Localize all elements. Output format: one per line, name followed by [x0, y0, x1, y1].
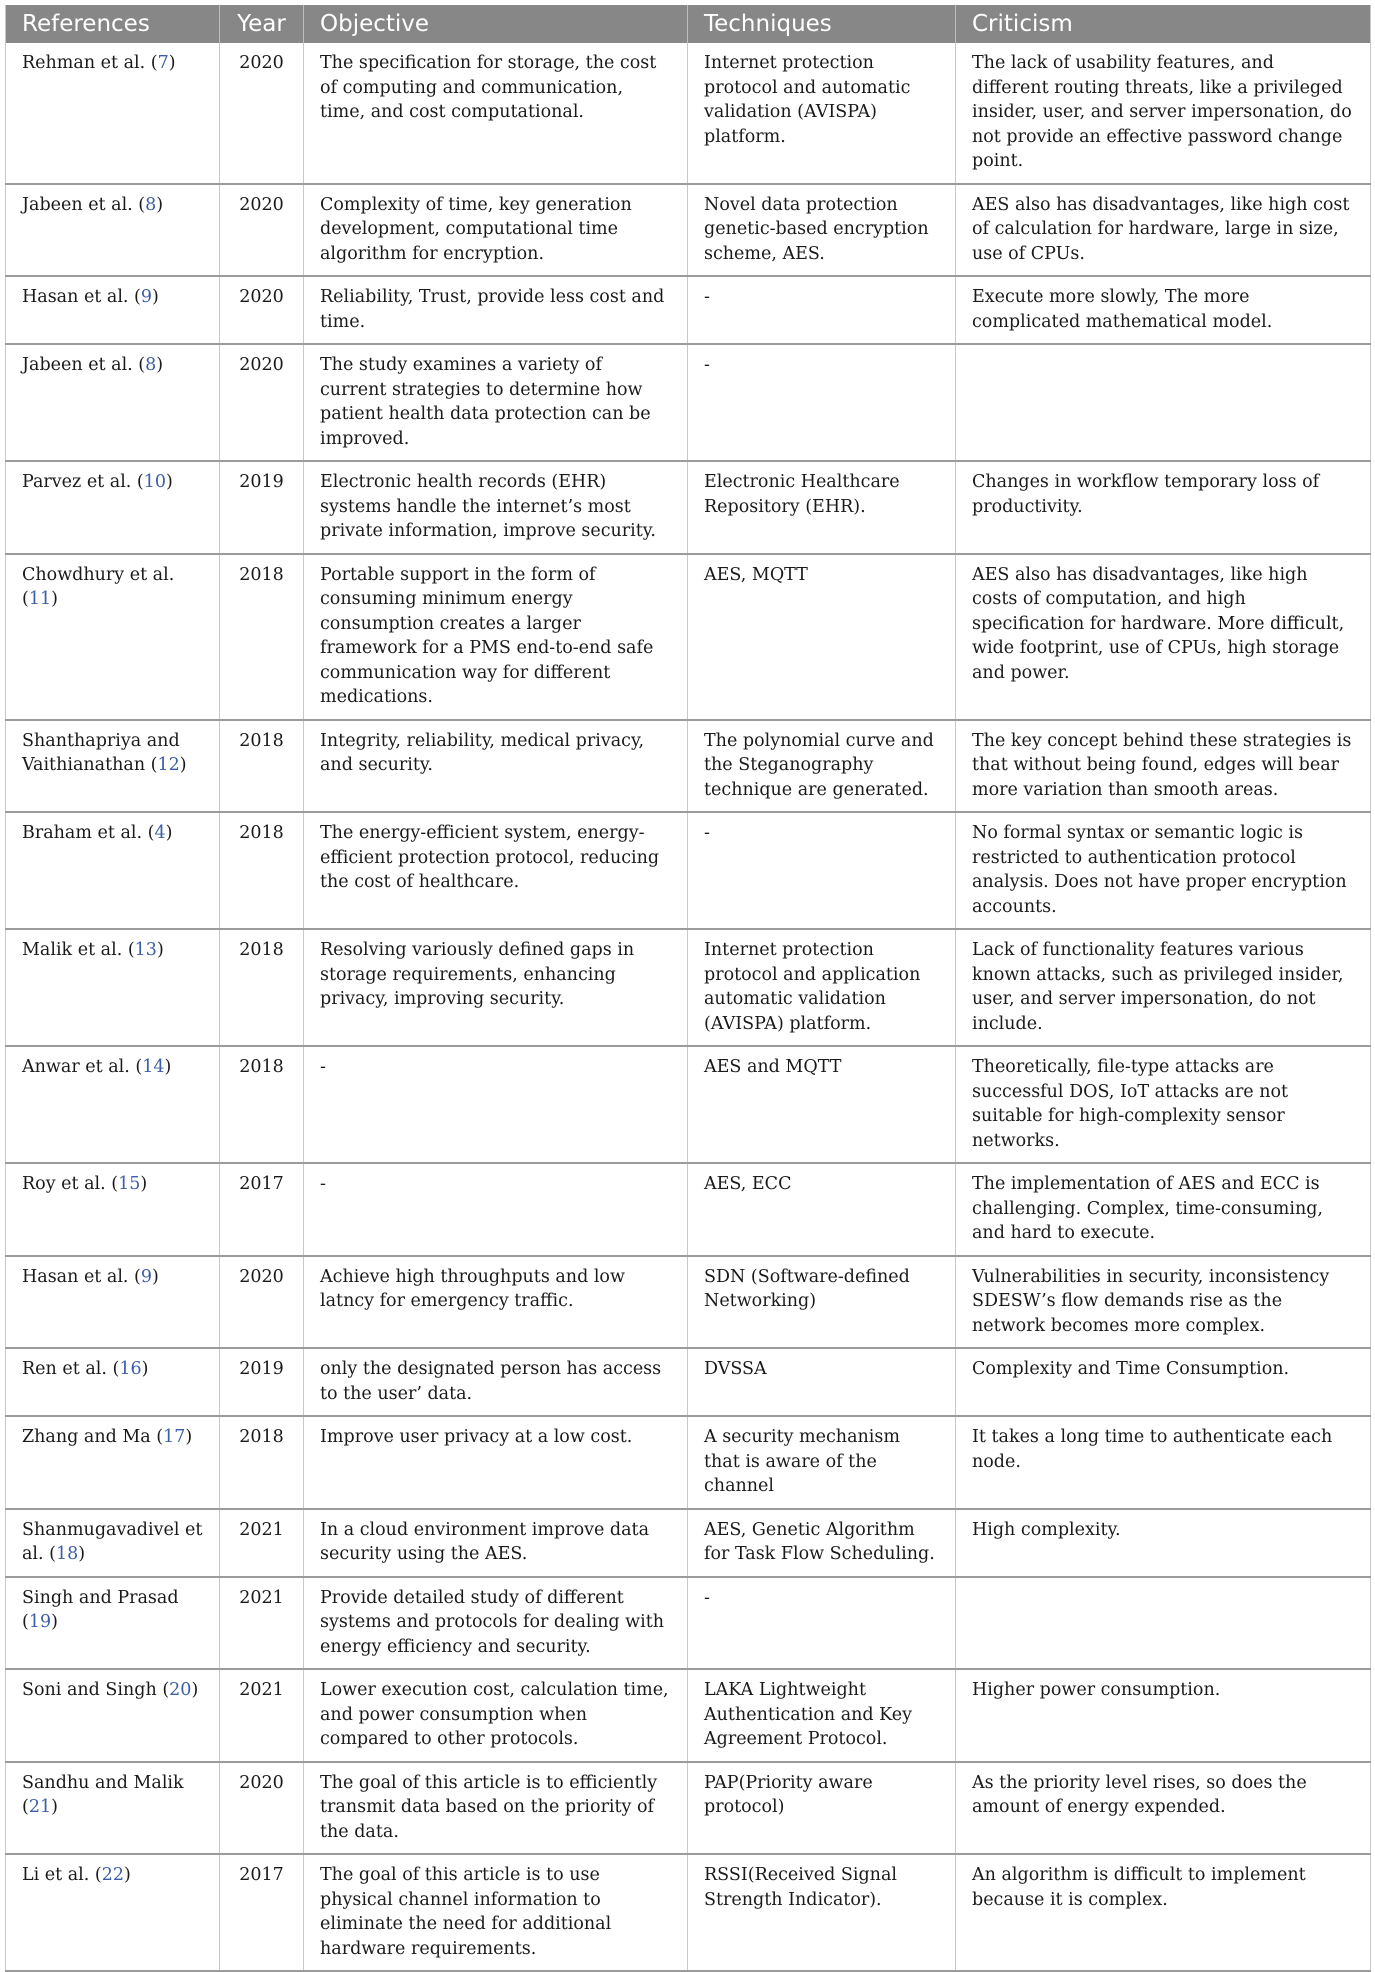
- year-cell: 2017: [220, 1163, 304, 1256]
- year-cell: 2018: [220, 812, 304, 929]
- criticism-cell: Execute more slowly, The more complicated mathematical model.: [972, 287, 1273, 332]
- citation-link[interactable]: 9: [140, 287, 153, 307]
- techniques-cell: Electronic Healthcare Repository (EHR).: [688, 461, 956, 554]
- citation-link[interactable]: 10: [143, 472, 167, 492]
- criticism-cell: Theoretically, file-type attacks are successful DOS, IoT attacks are not suitable for high-complexity sensor networks.: [972, 1057, 1289, 1151]
- criticism-cell: Complexity and Time Consumption.: [972, 1359, 1290, 1379]
- criticism-cell: It takes a long time to authenticate each node.: [972, 1427, 1333, 1472]
- criticism-cell: The implementation of AES and ECC is challenging. Complex, time-consuming, and hard to execute.: [972, 1174, 1323, 1243]
- objective-cell: Complexity of time, key generation development, computational time algorithm for encryption.: [304, 184, 688, 277]
- criticism-cell: Changes in workflow temporary loss of productivity.: [972, 472, 1320, 517]
- objective-cell: Achieve high throughputs and low latncy for emergency traffic.: [304, 1256, 688, 1349]
- techniques-cell: DVSSA: [688, 1348, 956, 1416]
- literature-review-table-container: [5, 5, 1370, 1972]
- reference-authors: Rehman et al. (: [22, 53, 158, 73]
- objective-cell: Improve user privacy at a low cost.: [304, 1416, 688, 1509]
- reference-authors: Chowdhury et al. (: [22, 564, 175, 609]
- techniques-cell: -: [688, 1577, 956, 1670]
- reference-authors: Shanthapriya and Vaithianathan (: [22, 730, 180, 775]
- citation-link[interactable]: 11: [28, 589, 52, 609]
- reference-close-paren: ): [191, 1680, 199, 1700]
- citation-link[interactable]: 7: [157, 53, 169, 73]
- year-cell: 2020: [220, 184, 304, 277]
- header-references: References: [6, 5, 220, 43]
- table-row: [6, 1577, 1371, 1670]
- reference-authors: Malik et al. (: [22, 940, 135, 960]
- criticism-cell: Higher power consumption.: [972, 1680, 1221, 1700]
- year-cell: 2018: [220, 929, 304, 1046]
- reference-close-paren: ): [152, 1266, 159, 1287]
- techniques-cell: AES and MQTT: [688, 1046, 956, 1163]
- citation-link[interactable]: 14: [142, 1057, 165, 1077]
- table-row: [6, 812, 1371, 929]
- reference-cell: [6, 1854, 220, 1971]
- techniques-cell: -: [688, 812, 956, 929]
- techniques-cell: Internet protection protocol and automatic validation (AVISPA) platform.: [688, 43, 956, 184]
- techniques-cell: Internet protection protocol and application automatic validation (AVISPA) platform.: [688, 929, 956, 1046]
- year-cell: 2017: [220, 1854, 304, 1971]
- criticism-cell: No formal syntax or semantic logic is restricted to authentication protocol analysis. Does not have proper encryption accounts.: [972, 823, 1347, 917]
- reference-close-paren: ): [51, 589, 58, 609]
- reference-cell: [6, 554, 220, 720]
- citation-link[interactable]: 18: [55, 1544, 79, 1564]
- year-cell: 2018: [220, 720, 304, 813]
- table-row: [6, 276, 1371, 344]
- criticism-cell: AES also has disadvantages, like high cost of calculation for hardware, large in size, use of CPUs.: [972, 194, 1350, 264]
- reference-close-paren: ): [51, 1612, 58, 1632]
- techniques-cell: A security mechanism that is aware of the channel: [688, 1416, 956, 1509]
- year-cell: 2018: [220, 1046, 304, 1163]
- techniques-cell: PAP(Priority aware protocol): [688, 1762, 956, 1855]
- objective-cell: The study examines a variety of current strategies to determine how patient health data protection can be improved.: [304, 344, 688, 461]
- table-row: [6, 1509, 1371, 1577]
- table-header: [6, 5, 1371, 43]
- header-techniques: Techniques: [688, 5, 956, 43]
- reference-authors: Ren et al. (: [22, 1359, 120, 1379]
- year-cell: 2021: [220, 1669, 304, 1762]
- citation-link[interactable]: 22: [101, 1865, 124, 1885]
- literature-review-table: [5, 5, 1371, 1972]
- reference-cell: [6, 1416, 220, 1509]
- reference-authors: Hasan et al. (: [22, 1266, 141, 1287]
- criticism-cell: Lack of functionality features various known attacks, such as privileged insider, user, and server impersonation, do not include.: [972, 940, 1344, 1034]
- techniques-cell: -: [688, 344, 956, 461]
- reference-cell: [6, 929, 220, 1046]
- header-objective: Objective: [304, 5, 688, 43]
- year-cell: 2018: [220, 1416, 304, 1509]
- year-cell: 2020: [220, 43, 304, 184]
- criticism-cell: As the priority level rises, so does the amount of energy expended.: [972, 1772, 1307, 1817]
- reference-authors: Jabeen et al. (: [22, 194, 146, 215]
- reference-cell: [6, 184, 220, 277]
- reference-close-paren: ): [185, 1427, 193, 1447]
- citation-link[interactable]: 8: [145, 355, 157, 375]
- reference-authors: Li et al. (: [22, 1865, 102, 1885]
- reference-authors: Anwar et al. (: [22, 1057, 143, 1077]
- reference-close-paren: ): [179, 755, 187, 775]
- citation-link[interactable]: 21: [28, 1797, 52, 1817]
- criticism-cell: The lack of usability features, and different routing threats, like a privileged insider, user, and server impersonation, do not provide an effective password change point.: [972, 53, 1352, 171]
- criticism-cell: An algorithm is difficult to implement because it is complex.: [972, 1865, 1306, 1910]
- table-row: [6, 184, 1371, 277]
- criticism-cell: [956, 1577, 1371, 1670]
- criticism-cell: AES also has disadvantages, like high costs of computation, and high specification for hardware. More difficult, wide footprint, use of CPUs, high storage and power.: [972, 564, 1345, 683]
- reference-authors: Singh and Prasad (: [22, 1587, 179, 1632]
- techniques-cell: AES, Genetic Algorithm for Task Flow Scheduling.: [688, 1509, 956, 1577]
- reference-cell: [6, 812, 220, 929]
- techniques-cell: LAKA Lightweight Authentication and Key Agreement Protocol.: [688, 1669, 956, 1762]
- header-year: Year: [220, 5, 304, 43]
- objective-cell: Provide detailed study of different systems and protocols for dealing with energy efficiency and security.: [304, 1577, 688, 1670]
- reference-authors: Jabeen et al. (: [22, 355, 146, 375]
- reference-authors: Zhang and Ma (: [22, 1427, 164, 1447]
- criticism-cell: Vulnerabilities in security, inconsistency SDESW’s flow demands rise as the network becomes more complex.: [972, 1266, 1330, 1336]
- reference-close-paren: ): [156, 940, 164, 960]
- year-cell: 2021: [220, 1509, 304, 1577]
- reference-cell: [6, 1256, 220, 1349]
- reference-cell: [6, 720, 220, 813]
- table-row: [6, 554, 1371, 720]
- techniques-cell: Novel data protection genetic-based encryption scheme, AES.: [688, 184, 956, 277]
- objective-cell: The energy-efficient system, energy-efficient protection protocol, reducing the cost of healthcare.: [304, 812, 688, 929]
- objective-cell: The specification for storage, the cost of computing and communication, time, and cost computational.: [304, 43, 688, 184]
- techniques-cell: The polynomial curve and the Steganography technique are generated.: [688, 720, 956, 813]
- reference-close-paren: ): [166, 472, 173, 492]
- citation-link[interactable]: 13: [134, 940, 157, 960]
- objective-cell: The goal of this article is to use physical channel information to eliminate the need for additional hardware requirements.: [304, 1854, 688, 1971]
- reference-authors: Braham et al. (: [22, 823, 155, 843]
- table-row: [6, 1416, 1371, 1509]
- reference-close-paren: ): [141, 1359, 149, 1379]
- reference-cell: [6, 1762, 220, 1855]
- techniques-cell: SDN (Software-defined Networking): [688, 1256, 956, 1349]
- criticism-cell: High complexity.: [972, 1519, 1121, 1540]
- citation-link[interactable]: 8: [145, 194, 157, 215]
- reference-close-paren: ): [156, 355, 164, 375]
- year-cell: 2020: [220, 1762, 304, 1855]
- objective-cell: In a cloud environment improve data security using the AES.: [304, 1509, 688, 1577]
- table-row: [6, 1163, 1371, 1256]
- header-criticism: Criticism: [972, 11, 1073, 37]
- year-cell: 2018: [220, 554, 304, 720]
- reference-cell: [6, 344, 220, 461]
- reference-authors: Hasan et al. (: [22, 287, 141, 307]
- objective-cell: only the designated person has access to the user’ data.: [304, 1348, 688, 1416]
- criticism-cell: [956, 344, 1371, 461]
- header-row: [6, 5, 1371, 43]
- citation-link[interactable]: 16: [119, 1359, 142, 1379]
- objective-cell: Portable support in the form of consuming minimum energy consumption creates a larger framework for a PMS end-to-end safe communication way for different medications.: [304, 554, 688, 720]
- reference-cell: [6, 1509, 220, 1577]
- objective-cell: The goal of this article is to efficiently transmit data based on the priority of the data.: [304, 1762, 688, 1855]
- citation-link[interactable]: 9: [140, 1266, 153, 1287]
- reference-cell: [6, 461, 220, 554]
- year-cell: 2019: [220, 461, 304, 554]
- reference-authors: Shanmugavadivel et al. (: [22, 1519, 203, 1564]
- table-row: [6, 461, 1371, 554]
- citation-link[interactable]: 15: [118, 1174, 141, 1194]
- reference-cell: [6, 1163, 220, 1256]
- reference-cell: [6, 43, 220, 184]
- year-cell: 2020: [220, 276, 304, 344]
- reference-cell: [6, 1577, 220, 1670]
- table-row: [6, 929, 1371, 1046]
- reference-cell: [6, 1046, 220, 1163]
- reference-close-paren: ): [168, 53, 176, 73]
- year-cell: 2020: [220, 1256, 304, 1349]
- reference-close-paren: ): [51, 1797, 58, 1817]
- year-cell: 2021: [220, 1577, 304, 1670]
- objective-cell: Electronic health records (EHR) systems handle the internet’s most private information, improve security.: [304, 461, 688, 554]
- objective-cell: -: [304, 1163, 688, 1256]
- objective-cell: Lower execution cost, calculation time, and power consumption when compared to other protocols.: [304, 1669, 688, 1762]
- techniques-cell: AES, MQTT: [688, 554, 956, 720]
- citation-link[interactable]: 20: [169, 1680, 192, 1700]
- reference-close-paren: ): [78, 1544, 86, 1564]
- reference-close-paren: ): [165, 823, 173, 843]
- reference-cell: [6, 1669, 220, 1762]
- reference-authors: Sandhu and Malik (: [22, 1772, 184, 1817]
- year-cell: 2020: [220, 344, 304, 461]
- table-row: [6, 1669, 1371, 1762]
- reference-authors: Soni and Singh (: [22, 1680, 170, 1700]
- table-row: [6, 1256, 1371, 1349]
- table-row: [6, 1762, 1371, 1855]
- techniques-cell: -: [688, 276, 956, 344]
- table-row: [6, 344, 1371, 461]
- table-row: [6, 720, 1371, 813]
- objective-cell: Integrity, reliability, medical privacy, and security.: [304, 720, 688, 813]
- reference-close-paren: ): [156, 194, 164, 215]
- table-row: [6, 1046, 1371, 1163]
- citation-link[interactable]: 17: [163, 1427, 186, 1447]
- reference-close-paren: ): [124, 1865, 131, 1885]
- table-body: [6, 43, 1371, 1971]
- year-cell: 2019: [220, 1348, 304, 1416]
- citation-link[interactable]: 4: [154, 823, 166, 843]
- table-row: [6, 43, 1371, 184]
- reference-authors: Roy et al. (: [22, 1174, 119, 1194]
- reference-authors: Parvez et al. (: [22, 472, 144, 492]
- objective-cell: Resolving variously defined gaps in storage requirements, enhancing privacy, improving security.: [304, 929, 688, 1046]
- criticism-cell: The key concept behind these strategies is that without being found, edges will bear more variation than smooth areas.: [972, 730, 1352, 800]
- citation-link[interactable]: 19: [28, 1612, 52, 1632]
- objective-cell: Reliability, Trust, provide less cost and time.: [304, 276, 688, 344]
- citation-link[interactable]: 12: [157, 755, 180, 775]
- table-row: [6, 1348, 1371, 1416]
- techniques-cell: RSSI(Received Signal Strength Indicator).: [688, 1854, 956, 1971]
- reference-cell: [6, 276, 220, 344]
- reference-close-paren: ): [140, 1174, 148, 1194]
- table-row: [6, 1854, 1371, 1971]
- reference-close-paren: ): [164, 1057, 172, 1077]
- reference-close-paren: ): [152, 287, 159, 307]
- reference-cell: [6, 1348, 220, 1416]
- techniques-cell: AES, ECC: [688, 1163, 956, 1256]
- objective-cell: -: [304, 1046, 688, 1163]
